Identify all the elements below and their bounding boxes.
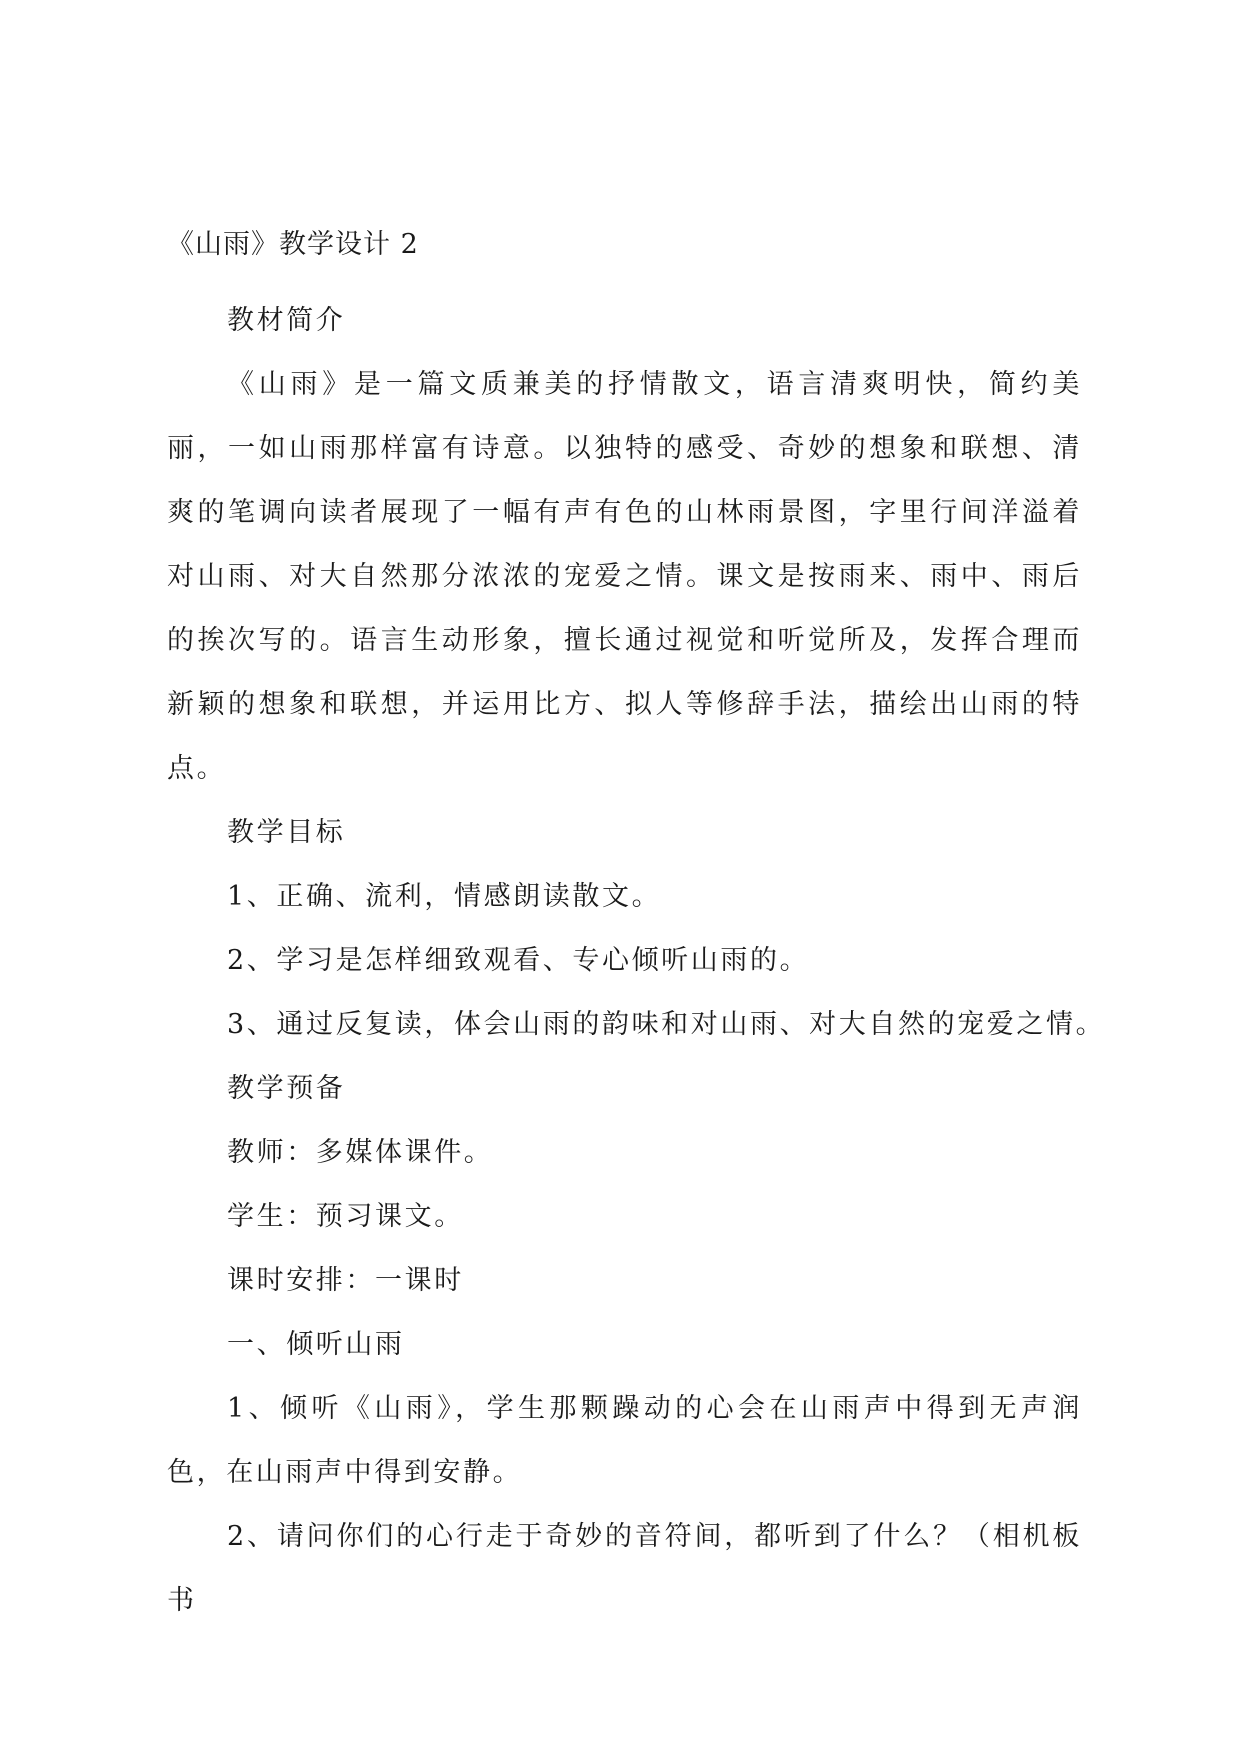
goal-item-1: 1、正确、流利，情感朗读散文。 [227,881,662,912]
heading-teaching-goals: 教学目标 [227,817,346,848]
step-2-paragraph: 2、请问你们的心行走于奇妙的音符间，都听到了什么？（相机板书 [167,1521,1082,1616]
prep-teacher: 教师：多媒体课件。 [227,1137,494,1168]
goal-item-2: 2、学习是怎样细致观看、专心倾听山雨的。 [227,945,810,976]
heading-textbook-intro: 教材简介 [227,305,346,336]
lesson-schedule: 课时安排：一课时 [227,1265,464,1296]
step-1-paragraph: 1、倾听《山雨》，学生那颗躁动的心会在山雨声中得到无声润色，在山雨声中得到安静。 [167,1393,1082,1488]
intro-paragraph: 《山雨》是一篇文质兼美的抒情散文，语言清爽明快，简约美丽，一如山雨那样富有诗意。以独特的感受、奇妙的想象和联想、清爽的笔调向读者展现了一幅有声有色的山林雨景图，字里行间洋溢着对山雨、对大自然那分浓浓的宠爱之情。课文是按雨来、雨中、雨后的挨次写的。语言生动形象，擅长通过视觉和听觉所及，发挥合理而新颖的想象和联想，并运用比方、拟人等修辞手法，描绘出山雨的特点。 [167,369,1082,784]
heading-teaching-prep: 教学预备 [227,1073,346,1104]
document-title: 《山雨》教学设计 2 [167,229,419,260]
goal-item-3: 3、通过反复读，体会山雨的韵味和对山雨、对大自然的宠爱之情。 [227,1009,1106,1040]
prep-student: 学生：预习课文。 [227,1201,464,1232]
document-body [167,225,1106,1633]
section-heading-listen: 一、倾听山雨 [227,1329,405,1360]
